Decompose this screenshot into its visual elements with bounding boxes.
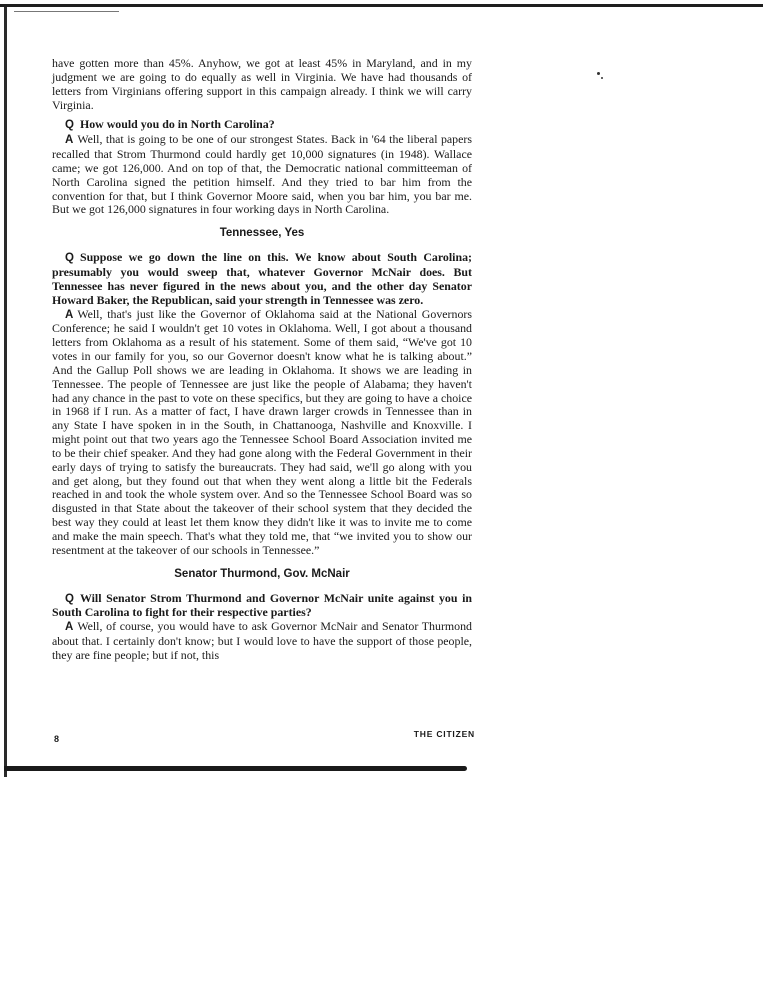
answer-text: Well, that is going to be one of our strongest States. Back in '64 the liberal papers recalled that Strom Thurmond could hardly get 10,000 signatures (in 1948). Wallace came; we got 126,000. And on top of that, the Democratic national committeeman of North Carolina signed the petition himself. And they tried to bar him from the convention for that, but I think Governor Moore said, when you bar him, you bar me. But we got 126,000 signatures in four working days in North Carolina. bbox=[52, 132, 472, 217]
publication-name: THE CITIZEN bbox=[413, 729, 475, 739]
section-heading-thurmond-mcnair: Senator Thurmond, Gov. McNair bbox=[174, 567, 350, 580]
left-border-rule bbox=[4, 7, 7, 777]
page-number: 8 bbox=[54, 734, 60, 744]
bottom-border-rule bbox=[4, 766, 467, 771]
question-text: Suppose we go down the line on this. We know about South Carolina; presumably you would sweep that, whatever Governor McNair does. But Tennessee has never figured in the news about you, and the other day Senator Howard Baker, the Republican, said your strength in Tennessee was zero. bbox=[52, 250, 472, 307]
question-north-carolina bbox=[52, 118, 472, 133]
answer-thurmond-mcnair bbox=[52, 620, 472, 663]
answer-text: Well, of course, you would have to ask Governor McNair and Senator Thurmond about that. I certainly don't know; but I would love to have the support of those people, they are fine people; but if not, this bbox=[52, 619, 472, 662]
answer-marker: A bbox=[65, 621, 74, 634]
question-marker: Q bbox=[65, 252, 74, 265]
intro-paragraph: have gotten more than 45%. Anyhow, we got at least 45% in Maryland, and in my judgment we are going to do equally as well in Virginia. We have had thousands of letters from Virginians offering support in this campaign already. I think we will carry Virginia. bbox=[52, 56, 472, 112]
question-text: Will Senator Strom Thurmond and Governor McNair unite against you in South Carolina to fight for their respective parties? bbox=[52, 590, 472, 620]
top-border-rule bbox=[0, 4, 763, 7]
scan-speck bbox=[601, 77, 603, 79]
answer-tennessee bbox=[52, 308, 472, 558]
section-heading-tennessee: Tennessee, Yes bbox=[219, 227, 305, 240]
answer-text: Well, that's just like the Governor of Oklahoma said at the National Governors Conference; he said I wouldn't get 10 votes in Oklahoma. Well, I got about a thousand letters from Oklahoma as a result of his statement. Some of them said, “We've got 10 votes in our family for you, so our Governor doesn't know what he is talking about.” And the Gallup Poll shows we are leading in Oklahoma. It shows we are leading in Tennessee. The people of Tennessee are just like the people of Alabama; they haven't had any chance in the past to vote on these specifics, but they are going to have a choice in 1968 if I run. As a matter of fact, I have drawn larger crowds in Tennessee than in any State I have spoken in in the South, in Chattanooga, Nashville and Knoxville. I might point out that two years ago the Tennessee School Board Association invited me to be their chief speaker. And they had gone along with the Federal Government in their early days of trying to satisfy the bureaucrats. They had said, we'll go along with you and get along, but they found out that when they went along a little bit the Federals reached in and took the whole system over. And so the Tennessee School Board was so disgusted in that State about the takeover of their school system that they decided the best way they could at least let them know they didn't like it was to invite me to come and make the main speech. That's what they told me, that “we invited you to show our resentment at the takeover of our schools in Tennessee.” bbox=[52, 306, 472, 557]
question-thurmond-mcnair bbox=[52, 592, 472, 621]
question-tennessee bbox=[52, 251, 472, 307]
answer-marker: A bbox=[65, 308, 74, 321]
answer-north-carolina bbox=[52, 133, 472, 217]
top-faint-rule bbox=[14, 11, 119, 12]
answer-marker: A bbox=[65, 134, 74, 147]
article-body bbox=[52, 57, 472, 663]
question-marker: Q bbox=[65, 119, 74, 132]
scan-speck bbox=[597, 72, 600, 75]
question-marker: Q bbox=[65, 592, 74, 605]
question-text: How would you do in North Carolina? bbox=[79, 117, 275, 132]
